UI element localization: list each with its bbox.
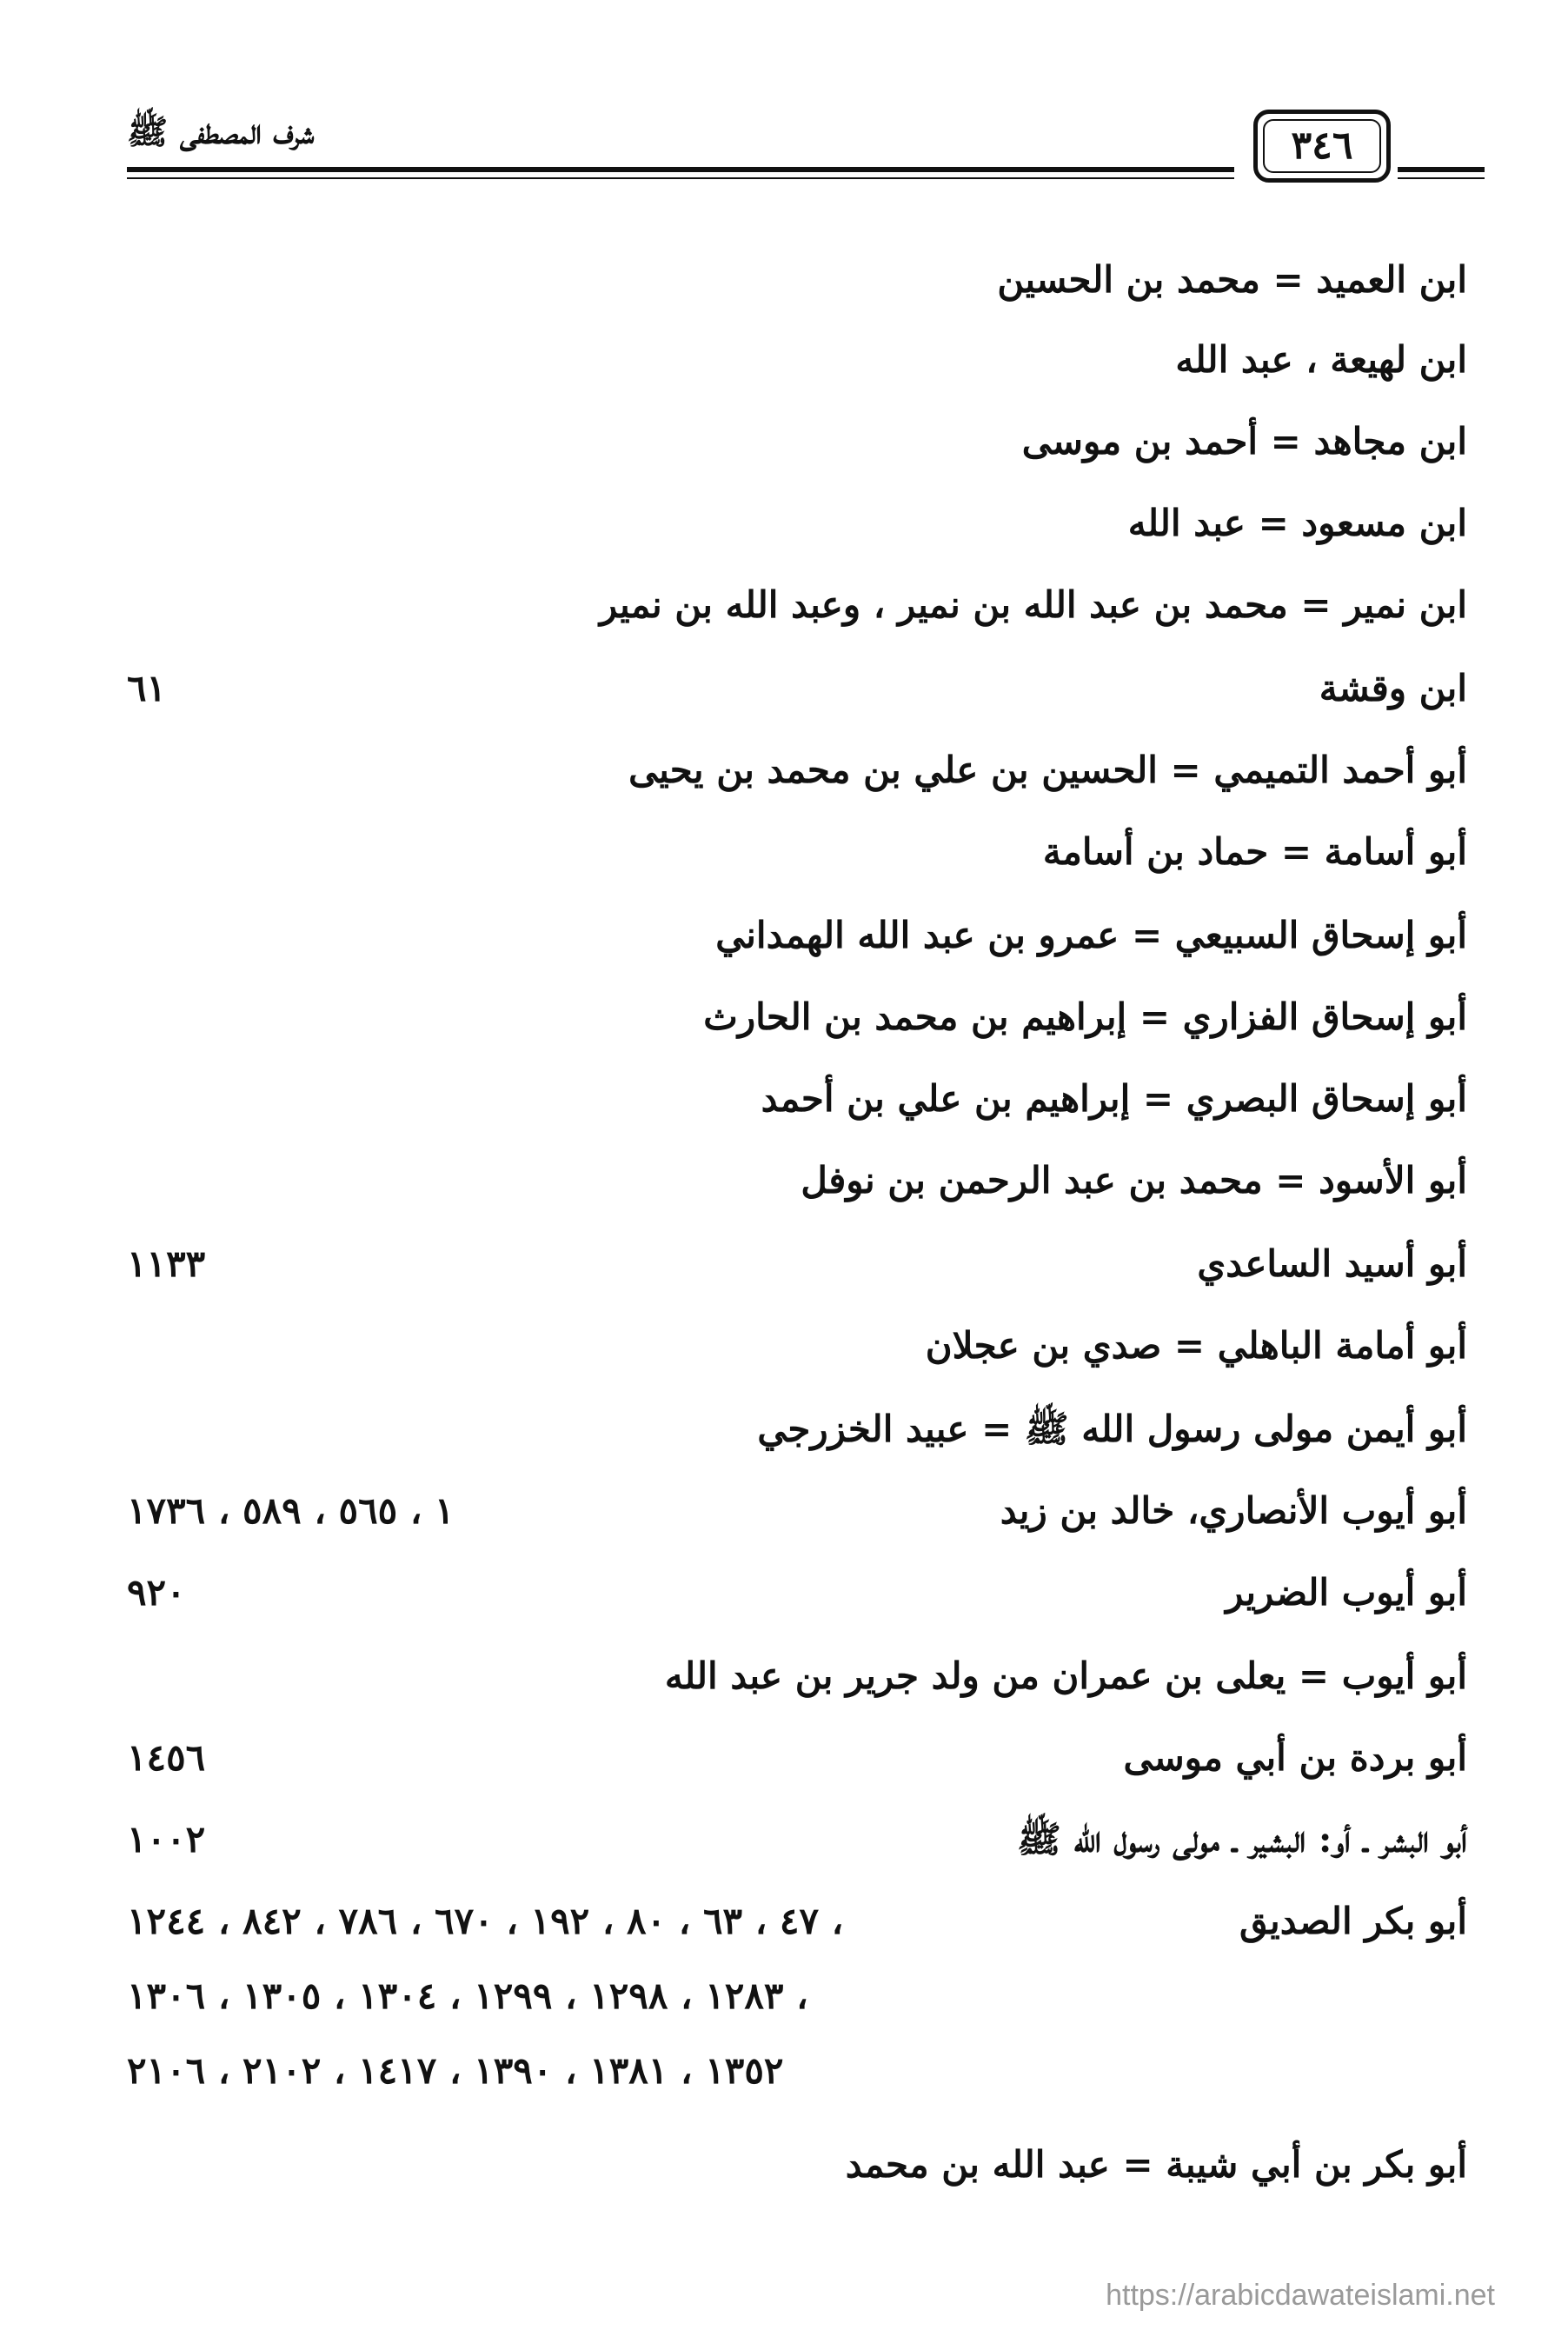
index-entry xyxy=(127,579,1467,631)
index-entry xyxy=(127,1895,1467,1947)
index-entry-continuation xyxy=(127,1970,1467,2022)
index-entry-continuation xyxy=(127,2045,1467,2097)
entry-name: ابن وقشة xyxy=(1319,667,1467,709)
entry-name: أبو البشر ـ أو: البشير ـ مولى رسول الله ﷺ xyxy=(1017,1818,1467,1861)
entry-name: أبو إسحاق البصري = إبراهيم بن علي بن أحمد xyxy=(761,1077,1467,1120)
index-entry xyxy=(127,826,1467,878)
index-entry xyxy=(127,1155,1467,1207)
index-entry xyxy=(127,334,1467,386)
index-entry xyxy=(127,744,1467,796)
entry-name: أبو أمامة الباهلي = صدي بن عجلان xyxy=(925,1324,1467,1367)
book-title: شرف المصطفى ﷺ xyxy=(127,112,315,152)
entry-name: ابن العميد = محمد بن الحسين xyxy=(997,258,1467,301)
entry-name: أبو أحمد التميمي = الحسين بن علي بن محمد بن يحيى xyxy=(628,749,1467,791)
entry-name: أبو الأسود = محمد بن عبد الرحمن بن نوفل xyxy=(801,1159,1467,1202)
entry-name: أبو أسيد الساعدي xyxy=(1197,1242,1467,1285)
entry-name: أبو أيوب الأنصاري، خالد بن زيد xyxy=(1000,1489,1467,1532)
entry-refs: ١٣٥٢ ، ١٣٨١ ، ١٣٩٠ ، ١٤١٧ ، ٢١٠٢ ، ٢١٠٦ xyxy=(127,2049,784,2092)
entry-name: أبو أيمن مولى رسول الله ﷺ = عبيد الخزرجي xyxy=(757,1408,1467,1450)
entry-refs: ٤٧ ، ٦٣ ، ٨٠ ، ١٩٢ ، ٦٧٠ ، ٧٨٦ ، ٨٤٢ ، ١٢٤٤ ، xyxy=(127,1900,844,1942)
index-entry xyxy=(127,991,1467,1043)
page-number: ٣٤٦ xyxy=(1263,119,1381,173)
entry-name: ابن نمير = محمد بن عبد الله بن نمير ، وعبد الله بن نمير xyxy=(599,583,1467,626)
entry-name: أبو بكر بن أبي شيبة = عبد الله بن محمد xyxy=(845,2143,1467,2186)
entry-name: أبو أسامة = حماد بن أسامة xyxy=(1042,830,1467,873)
entry-refs: ١ ، ٥٦٥ ، ٥٨٩ ، ١٧٣٦ xyxy=(127,1489,455,1532)
entry-refs: ١٠٠٢ xyxy=(127,1818,206,1861)
entry-refs: ٦١ xyxy=(127,667,167,709)
entry-name: ابن لهيعة ، عبد الله xyxy=(1175,338,1467,381)
index-entry xyxy=(127,909,1467,962)
index-entry xyxy=(127,2139,1467,2191)
index-entry xyxy=(127,1650,1467,1702)
index-entry xyxy=(127,1403,1467,1455)
index-entry xyxy=(127,254,1467,306)
index-entry xyxy=(127,1238,1467,1290)
entry-name: أبو إسحاق الفزاري = إبراهيم بن محمد بن الحارث xyxy=(703,995,1467,1038)
index-entry xyxy=(127,1732,1467,1784)
index-entry xyxy=(127,1320,1467,1372)
entry-name: أبو أيوب = يعلى بن عمران من ولد جرير بن عبد الله xyxy=(664,1654,1467,1697)
index-entry xyxy=(127,497,1467,549)
entry-name: أبو بكر الصديق xyxy=(1239,1900,1467,1942)
entry-name: ابن مسعود = عبد الله xyxy=(1127,502,1467,544)
entry-refs: ١١٣٣ xyxy=(127,1242,206,1285)
index-entry xyxy=(127,1567,1467,1619)
entry-name: أبو إسحاق السبيعي = عمرو بن عبد الله الهمداني xyxy=(715,914,1467,956)
index-entry xyxy=(127,416,1467,468)
entry-refs: ١٤٥٦ xyxy=(127,1736,206,1779)
entry-refs: ٩٢٠ xyxy=(127,1571,186,1614)
index-entry xyxy=(127,1485,1467,1537)
watermark-url: https://arabicdawateislami.net xyxy=(1106,2279,1495,2312)
index-entry xyxy=(127,1814,1467,1866)
entry-refs: ١٢٨٣ ، ١٢٩٨ ، ١٢٩٩ ، ١٣٠٤ ، ١٣٠٥ ، ١٣٠٦ ، xyxy=(127,1974,808,2017)
entry-name: أبو بردة بن أبي موسى xyxy=(1123,1736,1467,1779)
entry-name: ابن مجاهد = أحمد بن موسى xyxy=(1021,420,1467,463)
index-entry xyxy=(127,1073,1467,1125)
entry-name: أبو أيوب الضرير xyxy=(1226,1571,1467,1614)
index-entry xyxy=(127,662,1467,715)
